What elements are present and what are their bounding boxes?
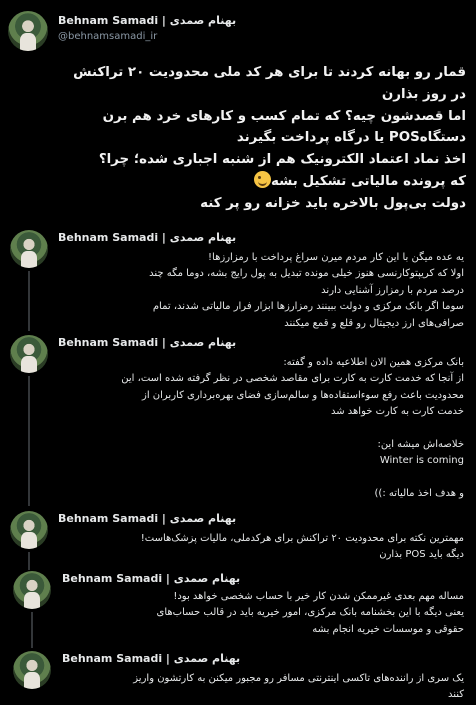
- reply-line: بانک مرکزی همین الان اطلاعیه داده و گفته:: [283, 357, 464, 368]
- reply-line: خلاصه‌اش میشه این:: [377, 439, 464, 451]
- tweet-text: [14, 62, 466, 215]
- reply-line: [52, 470, 464, 486]
- reply-line: کنند: [447, 689, 464, 701]
- reply-avatar[interactable]: [10, 230, 48, 268]
- reply-text: [54, 589, 464, 638]
- reply-line: دیگه باید POS بذارن: [379, 549, 464, 561]
- reply-text: [54, 671, 464, 704]
- reply-text: [52, 250, 464, 332]
- reply-line: از آنجا که خدمت کارت به کارت برای مقاصد شخصی در نظر گرفته شده است، این: [121, 373, 464, 385]
- reply-line: حقوقی و موسسات خیریه انجام بشه: [312, 623, 464, 635]
- tweet-line-text: که پرونده مالیاتی تشکیل بشه: [271, 173, 466, 189]
- thread-reply[interactable]: [0, 228, 476, 332]
- thread-reply[interactable]: [0, 509, 476, 569]
- reply-author[interactable]: Behnam Samadi | بهنام صمدی: [58, 336, 237, 349]
- tweet-line: قمار رو بهانه کردند تا برای هر کد ملی محدودیت ۲۰ تراکنش: [73, 65, 466, 80]
- thread-connector: [28, 271, 30, 331]
- winking-face-icon: [254, 171, 271, 188]
- reply-author[interactable]: Behnam Samadi | بهنام صمدی: [62, 652, 241, 665]
- reply-line: مهمترین نکته برای محدودیت ۲۰ تراکنش برای هرکدملی، مالیات پزشک‌هاست!: [140, 533, 464, 544]
- thread-connector: [28, 552, 30, 570]
- reply-avatar[interactable]: [13, 651, 51, 689]
- reply-line: صرافی‌های ارز دیجیتال رو قلع و قمع میکنند: [284, 317, 464, 329]
- thread-reply[interactable]: [0, 569, 476, 649]
- reply-line: یعنی دیگه با این بخشنامه بانک مرکزی، امور خیریه باید در قالب حساب‌های: [156, 607, 464, 619]
- thread-connector: [28, 376, 30, 506]
- reply-avatar[interactable]: [10, 511, 48, 549]
- tweet-line-with-emoji: [14, 171, 466, 193]
- reply-line: درصد مردم با رمزارز آشنایی دارند: [321, 284, 464, 296]
- reply-line: یک سری از راننده‌های تاکسی اینترنتی مسافر رو مجبور میکنن به کارتشون واریز: [133, 673, 464, 684]
- thread-reply[interactable]: [0, 649, 476, 705]
- tweet-line: دولت بی‌پول بالاخره باید خزانه رو پر کنه: [200, 195, 466, 211]
- reply-author[interactable]: Behnam Samadi | بهنام صمدی: [62, 572, 241, 585]
- tweet-line: اخذ نماد اعتماد الکترونیک هم از شنبه اجباری شده؛ چرا؟: [98, 152, 466, 168]
- reply-avatar[interactable]: [10, 335, 48, 373]
- reply-line: و هدف اخذ مالیاته :)): [374, 488, 464, 500]
- reply-line: اولا که کریپتوکارنسی هنوز خیلی مونده تبدیل به پول رایج بشه، دوما مگه چند: [149, 268, 464, 280]
- reply-author[interactable]: Behnam Samadi | بهنام صمدی: [58, 231, 237, 244]
- main-tweet[interactable]: [0, 0, 476, 228]
- reply-avatar[interactable]: [13, 571, 51, 609]
- author-name[interactable]: Behnam Samadi | بهنام صمدی: [58, 14, 237, 27]
- author-avatar[interactable]: [8, 11, 48, 51]
- reply-text: [52, 531, 464, 564]
- reply-line: [52, 421, 464, 437]
- tweet-line: در روز بذارن: [381, 86, 466, 102]
- reply-line: خدمت کارت به کارت خواهد شد: [330, 406, 464, 418]
- reply-text: [52, 355, 464, 503]
- reply-author[interactable]: Behnam Samadi | بهنام صمدی: [58, 512, 237, 525]
- reply-line: سوما اگر بانک مرکزی و دولت ببینند رمزارزها ابزار فرار مالیاتی شدند، تمام: [152, 301, 464, 313]
- tweet-line: دستگاهPOS یا درگاه پرداخت بگیرند: [236, 130, 466, 146]
- author-handle[interactable]: @behnamsamadi_ir: [58, 31, 158, 42]
- reply-line: محدودیت باعث رفع سوءاستفاده‌ها و سالم‌سازی فضای بهره‌برداری کاربران از: [141, 389, 464, 401]
- thread-connector: [31, 612, 33, 648]
- reply-line: Winter is coming: [379, 455, 464, 467]
- thread-reply[interactable]: [0, 333, 476, 509]
- tweet-line: اما قصدشون چیه؟ که تمام کسب و کارهای خرد هم برن: [102, 108, 466, 124]
- reply-line: یه عده میگن با این کار مردم میرن سراغ پرداخت با رمزارزها!: [208, 252, 464, 263]
- reply-line: مساله مهم بعدی غیرممکن شدن کار خیر با حساب شخصی خواهد بود!: [173, 591, 464, 602]
